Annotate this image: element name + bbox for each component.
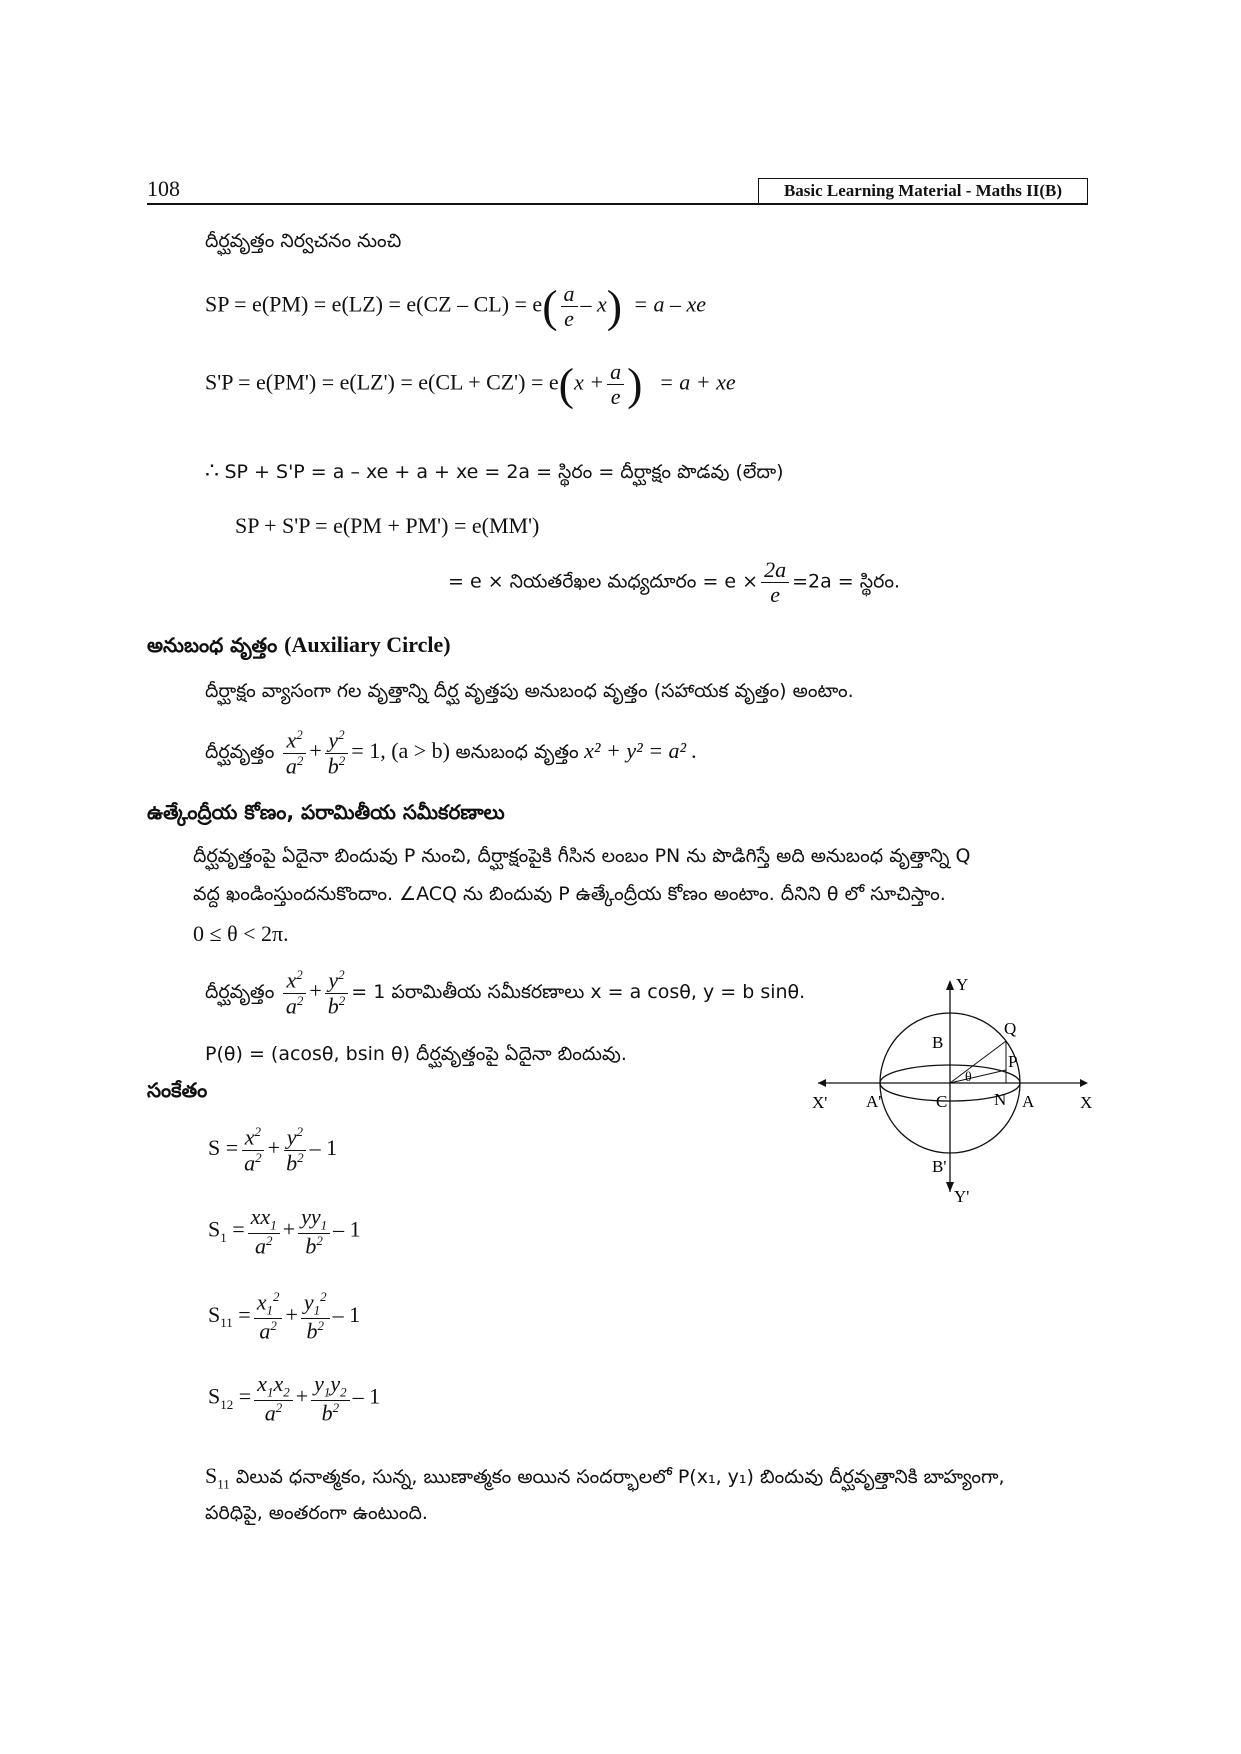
equation-mm: SP + S'P = e(PM + PM') = e(MM') (235, 513, 540, 538)
equation-directrix (448, 558, 900, 607)
eq-sum-text: SP + S'P = a – xe + a + xe = 2a = స్థిరం = దీర్ఘాక్షం పొడవు (లేదా) (224, 461, 784, 483)
aux-circle-eq: x² + y² = a² . (584, 738, 698, 764)
label-theta: θ (965, 1070, 972, 1085)
s-label: S = (208, 1135, 239, 1161)
label-q: Q (1004, 1019, 1017, 1038)
s11-label: S (208, 1301, 221, 1327)
auxiliary-definition: దీర్ఘాక్షం వ్యాసంగా గల వృత్తాన్ని దీర్ఘ వృత్తపు అనుబంధ వృత్తం (సహాయక వృత్తం) అంటాం. (205, 680, 854, 702)
label-b-prime: B' (932, 1157, 947, 1176)
aux-heading-en: (Auxiliary Circle) (284, 632, 451, 657)
formula-s12: $S_{12}$ = $\frac{x_1x_2}{a^2}$ + $\frac{y_1y_2}{b^2}$ – 1 (208, 1371, 381, 1426)
formula-s: S = $\frac{x^2}{a^2}$ + $\frac{y^2}{b^2}$ – 1 (208, 1124, 338, 1175)
eq-s1p-lhs: S'P = e(PM') = e(LZ') = e(CL + CZ') = e (205, 369, 559, 395)
closing-line-1: $S_{11}$ విలువ ధనాత్మకం, సున్న, ఋణాత్మకం అయిన సందర్భాలలో P(x₁, y₁) బిందువు దీర్ఘవృత్తానికి బాహ్యంగా, (205, 1463, 1005, 1492)
eq-dir-pre: = e × నియతరేఖల మధ్యదూరం = e × (448, 570, 759, 593)
book-title: Basic Learning Material - Maths II(B) (783, 181, 1063, 200)
formula-s11: $S_{11}$ = $\frac{x_1^2}{a^2}$ + $\frac{y_1^2}{b^2}$ – 1 (208, 1289, 361, 1344)
equation-sp: SP = e(PM) = e(LZ) = e(CZ – CL) = e( $\frac{a}{e}$ – x) = a – xe (205, 280, 706, 332)
book-title-box (758, 178, 1088, 204)
eq-sp-lhs: SP = e(PM) = e(LZ) = e(CZ – CL) = e (205, 291, 543, 317)
label-b: B (932, 1033, 944, 1052)
auxiliary-heading (147, 632, 451, 662)
s-minus-one: – 1 (309, 1135, 338, 1161)
param-ellipse-word: దీర్ఘవృత్తం (205, 981, 275, 1004)
header-rule (147, 203, 1088, 205)
eccentric-para-3: 0 ≤ θ < 2π. (193, 921, 289, 946)
label-n: N (994, 1090, 1007, 1109)
therefore-symbol: ∴ (205, 458, 219, 483)
intro-line: దీర్ఘవృత్తం నిర్వచనం నుంచి (205, 230, 402, 252)
p-theta-text: P(θ) = (acosθ, bsin θ) దీర్ఘవృత్తంపై ఏదైనా బిందువు. (205, 1043, 627, 1065)
notation-heading: సంకేతం (147, 1078, 208, 1102)
param-text: = 1 పరామితీయ సమీకరణాలు x = a cosθ, y = b sinθ. (351, 981, 806, 1004)
y-axis-arrow-up (946, 980, 954, 990)
eq-dir-post: =2a = స్థిరం. (792, 570, 901, 593)
label-x-prime: X' (812, 1093, 828, 1112)
parametric-equation: దీర్ఘవృత్తం $\frac{x^2}{a^2}$ + $\frac{y^2}{b^2}$ = 1 పరామితీయ సమీకరణాలు x = a cosθ, y = b sinθ. (205, 967, 806, 1018)
eccentric-para-1: దీర్ఘవృత్తంపై ఏదైనా బిందువు P నుంచి, దీర్ఘాక్షంపైకి గీసిన లంబం PN ను పొడిగిస్తే అది అనుబంధ వృత్తాన్ని Q (193, 845, 971, 867)
equation-sum (205, 458, 784, 488)
eccentric-para-2: వద్ద ఖండింస్తుందనుకొందాం. ∠ACQ ను బిందువు P ఉత్కేంద్రీయ కోణం అంటాం. దీనిని θ లో సూచిస్తాం. (193, 883, 946, 905)
s11-minus-one: – 1 (332, 1301, 361, 1327)
label-y: Y (956, 975, 969, 994)
x-axis-arrow-left (818, 1079, 826, 1087)
eq-dir-den: e (770, 582, 780, 608)
ellipse-diagram (808, 970, 1098, 1210)
page-number: 108 (147, 176, 180, 201)
s12-minus-one: – 1 (352, 1383, 381, 1409)
equation-s-prime-p: S'P = e(PM') = e(LZ') = e(CL + CZ') = e(x + $\frac{a}{e}$ ) = a + xe (205, 358, 736, 410)
label-c: C (936, 1092, 948, 1111)
formula-s1: $S_1$ = $\frac{xx_1}{a^2}$ + $\frac{yy_1}{b^2}$ – 1 (208, 1204, 361, 1259)
eq-s1p-num: a (607, 360, 624, 385)
auxiliary-equation: దీర్ఘవృత్తం $\frac{x^2}{a^2}$ + $\frac{y^2}{b^2}$ = 1, (a > b) అనుబంధ వృత్తం x² + y² = a² . (205, 727, 698, 778)
aux-cond: = 1, (a > b) (351, 738, 451, 764)
s12-label: S (208, 1383, 221, 1409)
s1-minus-one: – 1 (333, 1216, 361, 1242)
p-theta-line (205, 1040, 627, 1070)
eq-s1p-den: e (610, 384, 621, 410)
label-a-prime: A' (866, 1092, 882, 1111)
y-axis-arrow-down (946, 1182, 954, 1192)
label-p: P (1008, 1052, 1018, 1071)
label-y-prime: Y' (954, 1187, 970, 1206)
aux-ellipse-word: దీర్ఘవృత్తం (205, 741, 275, 764)
eq-s1p-inner: x + (573, 369, 605, 395)
label-x: X (1080, 1093, 1093, 1112)
x-axis-arrow-right (1080, 1079, 1088, 1087)
eccentric-heading: ఉత్కేంద్రీయ కోణం, పరామితీయ సమీకరణాలు (147, 800, 505, 824)
eq-dir-num: 2a (761, 558, 789, 583)
label-a: A (1022, 1092, 1035, 1111)
aux-heading-tel: అనుబంధ వృత్తం (147, 633, 278, 657)
eq-sp-num: a (561, 282, 578, 307)
eq-sp-rhs: = a – xe (633, 291, 706, 317)
closing-line-2: పరిధిపై, అంతరంగా ఉంటుంది. (205, 1502, 428, 1524)
eq-sp-inner: – x (580, 291, 607, 317)
closing-text-1: విలువ ధనాత్మకం, సున్న, ఋణాత్మకం అయిన సందర్భాలలో P(x₁, y₁) బిందువు దీర్ఘవృత్తానికి బాహ్యంగా, (235, 1466, 1005, 1488)
aux-circle-word: అనుబంధ వృత్తం (455, 741, 579, 764)
eq-sp-den: e (564, 306, 574, 332)
eq-s1p-rhs: = a + xe (658, 369, 736, 395)
s1-label: S (208, 1216, 221, 1242)
